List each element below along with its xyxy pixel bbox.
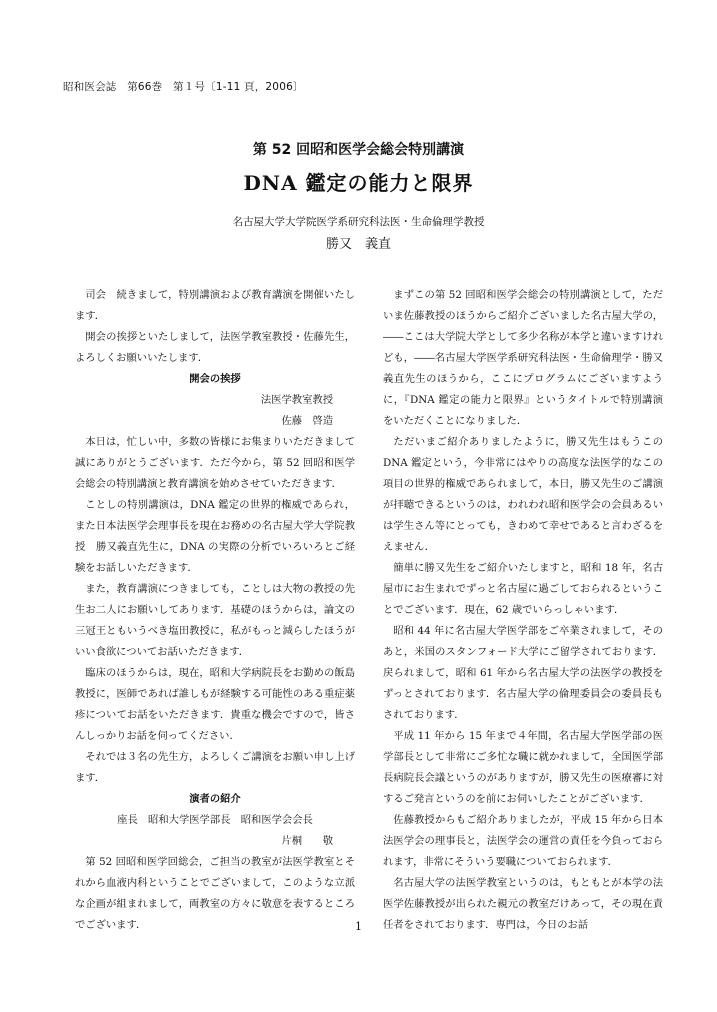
paragraph: 第 52 回昭和医学回総会，ご担当の教室が法医学教室とそれから血液内科ということでございまして，このような立派な企画が組まれまして，両教室の方々に敬意を表するところでございます．	[75, 856, 355, 931]
paragraph: 本日は，忙しい中，多数の皆様にお集まりいただきまして誠にありがとうございます．ただ今から，第 52 回昭和医学会総会の特別講演と教育講演を始めさせていただきます．	[75, 436, 355, 490]
paragraph: また，教育講演につきましても，ことしは大物の教授の先生お二人にお願いしてあります．基礎のほうからは，論文の三冠王ともいうべき塩田教授に，私がもっと減らしたほうがいい食欲についてお話いただきます．	[75, 583, 355, 658]
paragraph: 司会 続きまして，特別講演および教育講演を開催いたします．	[75, 289, 355, 322]
author-affiliation: 名古屋大学大学院医学系研究科法医・生命倫理学教授	[232, 216, 485, 228]
right-column	[383, 285, 663, 936]
paragraph: まずこの第 52 回昭和医学会総会の特別講演として，ただいま佐藤教授のほうからご紹介ございました名古屋大学の，――ここは大学院大学として多少名称が本学と違いますけれども，――名古屋大学医学系研究科法医・生命倫理学・勝又義直先生のほうから，ここにプログラムにございますように，『DNA 鑑定の能力と限界』というタイトルで特別講演をいただくことになりました．	[383, 289, 663, 427]
running-header: 昭和医会誌 第66巻 第１号〔1-11 頁，2006〕	[63, 81, 304, 93]
paragraph: ただいまご紹介ありましたように，勝又先生はもうこの DNA 鑑定という，今非常にはやりの高度な法医学的なこの項目の世界的権威であられまして，本日，勝又先生のご講演が拝聴できるというのは，われわれ昭和医学会の会員あるいは学生さん等にとっても，きわめて幸せであると言わざるをえません．	[383, 436, 663, 553]
author-name: 勝又 義直	[325, 237, 391, 252]
paragraph: ことしの特別講演は，DNA 鑑定の世界的権威であられ，また日本法医学会理事長を現在お務めの名古屋大学大学院教授 勝又義直先生に，DNA の実際の分析でいろいろとご経験をお話しいただきます．	[75, 499, 355, 574]
chair-affiliation: 座長 昭和大学医学部長 昭和医学会会長	[117, 814, 313, 826]
section-heading-intro: 演者の紹介	[189, 793, 241, 805]
paragraph: 佐藤教授からもご紹介ありましたが，平成 15 年から日本法医学会の理事長と，法医学会の運営の責任を今負っておられます，非常にそういう要職についておられます．	[383, 814, 663, 868]
paragraph: 開会の挨拶といたしまして，法医学教室教授・佐藤先生，よろしくお願いいたします．	[75, 331, 355, 364]
lecture-label: 第 52 回昭和医学会総会特別講演	[252, 142, 465, 158]
paragraph: 平成 11 年から 15 年まで４年間，名古屋大学医学部の医学部長として非常にご多忙な職に就かれまして，全国医学部長病院長会議というのがありますが，勝又先生の医療審に対するご発言というのを前にお伺いしたことがございます．	[383, 730, 663, 805]
paragraph: 名古屋大学の法医学教室というのは，もともとが本学の法医学佐藤教授が出られた親元の教室だけあって，その現在責任者をされております．専門は，今日のお話	[383, 877, 663, 931]
left-column	[75, 285, 355, 936]
paper-title: DNA 鑑定の能力と限界	[243, 171, 474, 195]
section-heading-opening: 開会の挨拶	[189, 373, 241, 385]
page-number: 1	[355, 920, 362, 933]
paragraph: 簡単に勝又先生をご紹介いたしますと，昭和 18 年，名古屋市にお生まれでずっと名古屋に過ごしておられるということでございます．現在，62 歳でいらっしゃいます．	[383, 562, 663, 616]
speaker-name: 佐藤 啓造	[281, 415, 333, 427]
chair-name: 片桐 敬	[281, 835, 333, 847]
paragraph: 昭和 44 年に名古屋大学医学部をご卒業されまして，そのあと，米国のスタンフォード大学にご留学されております．戻られまして，昭和 61 年から名古屋大学の法医学の教授をずっとされております．名古屋大学の倫理委員会の委員長もされております．	[383, 625, 663, 721]
paragraph: それでは３名の先生方，よろしくご講演をお願い申し上げます．	[75, 751, 355, 784]
speaker-affiliation: 法医学教室教授	[260, 394, 333, 406]
paragraph: 臨床のほうからは，現在，昭和大学病院長をお勤めの飯島教授に，医師であれば誰しもが経験する可能性のある重症薬疹についてお話をいただきます．貴重な機会ですので，皆さんしっかりお話を伺ってください．	[75, 667, 355, 742]
